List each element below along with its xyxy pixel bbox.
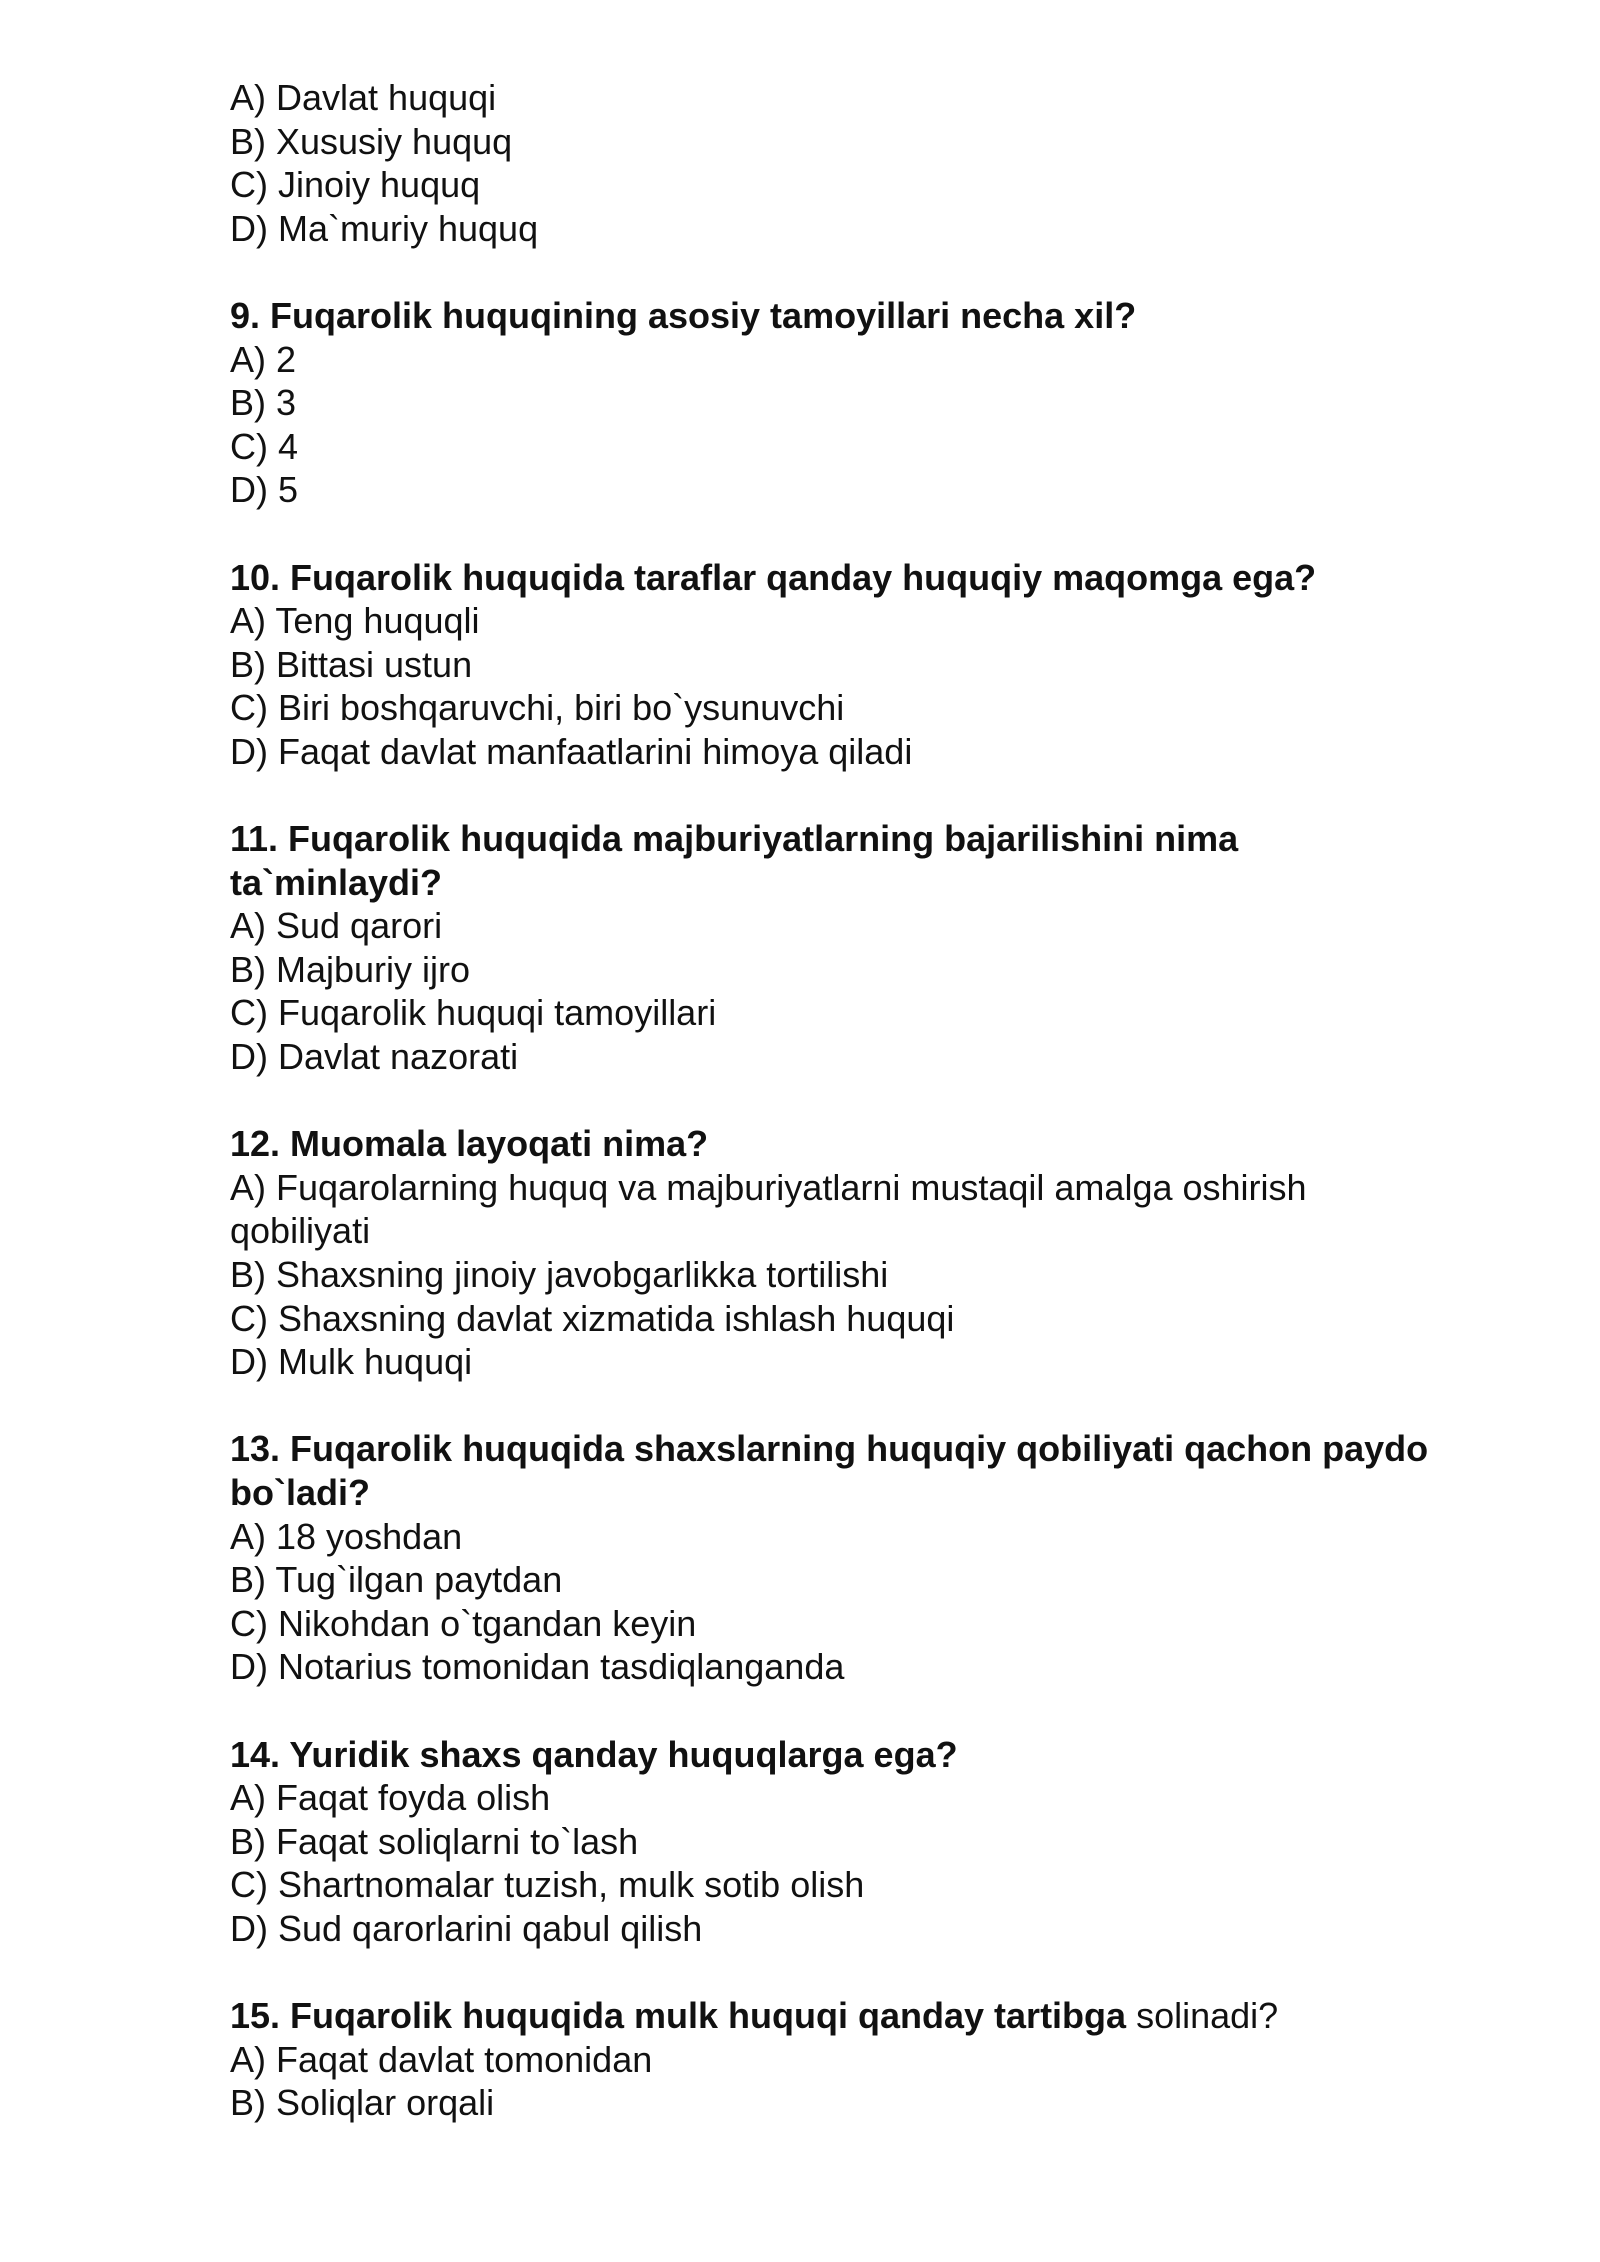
question-block-11: [230, 817, 1530, 1079]
option-a: A) Teng huquqli: [230, 600, 480, 642]
option-d: D) Davlat nazorati: [230, 1036, 519, 1078]
document-page: [230, 76, 1530, 2169]
option-d: D) Mulk huquqi: [230, 1341, 473, 1383]
option-b: B) Tug`ilgan paytdan: [230, 1559, 563, 1601]
option-c: C) Biri boshqaruvchi, biri bo`ysunuvchi: [230, 687, 845, 729]
option-c: C) Fuqarolik huquqi tamoyillari: [230, 992, 717, 1034]
option-b: B) Soliqlar orqali: [230, 2082, 495, 2124]
question-block-14: [230, 1733, 1530, 1951]
question-9: 9. Fuqarolik huquqining asosiy tamoyillari necha xil?: [230, 294, 1137, 336]
option-d: D) Sud qarorlarini qabul qilish: [230, 1907, 703, 1949]
question-block-9: [230, 294, 1530, 512]
option-c: C) Shaxsning davlat xizmatida ishlash huquqi: [230, 1297, 955, 1339]
option-a: A) Sud qarori: [230, 905, 443, 947]
question-block-13: [230, 1427, 1530, 1689]
option-a: A) Faqat foyda olish: [230, 1777, 551, 1819]
question-12: 12. Muomala layoqati nima?: [230, 1123, 709, 1165]
option-c: C) Shartnomalar tuzish, mulk sotib olish: [230, 1864, 865, 1906]
question-14: 14. Yuridik shaxs qanday huquqlarga ega?: [230, 1733, 958, 1775]
option-c: C) Jinoiy huquq: [230, 164, 481, 206]
option-c: C) 4: [230, 425, 299, 467]
question-13-line-1: 13. Fuqarolik huquqida shaxslarning huquqiy qobiliyati qachon paydo: [230, 1428, 1429, 1470]
option-d: D) Faqat davlat manfaatlarini himoya qiladi: [230, 730, 913, 772]
question-15-bold: 15. Fuqarolik huquqida mulk huquqi qanday tartibga: [230, 1995, 1127, 2037]
option-a-line-2: qobiliyati: [230, 1210, 371, 1252]
option-d: D) 5: [230, 469, 299, 511]
option-a: A) Faqat davlat tomonidan: [230, 2038, 653, 2080]
question-block-15: [230, 1994, 1530, 2125]
option-b: B) Majburiy ijro: [230, 948, 471, 990]
option-a: A) Davlat huquqi: [230, 77, 497, 118]
question-block-12: [230, 1122, 1530, 1384]
question-10: 10. Fuqarolik huquqida taraflar qanday huquqiy maqomga ega?: [230, 556, 1317, 598]
question-11-line-1: 11. Fuqarolik huquqida majburiyatlarning bajarilishini nima: [230, 818, 1239, 860]
option-a-line-1: A) Fuqarolarning huquq va majburiyatlarni mustaqil amalga oshirish: [230, 1166, 1307, 1208]
option-b: B) Bittasi ustun: [230, 643, 473, 685]
question-15: [230, 1994, 1530, 2038]
option-d: D) Notarius tomonidan tasdiqlanganda: [230, 1646, 845, 1688]
option-b: B) Shaxsning jinoiy javobgarlikka tortilishi: [230, 1254, 889, 1296]
question-13-line-2: bo`ladi?: [230, 1472, 370, 1513]
option-b: B) Faqat soliqlarni to`lash: [230, 1820, 639, 1862]
question-15-rest: solinadi?: [1126, 1995, 1279, 2037]
option-d: D) Ma`muriy huquq: [230, 207, 539, 249]
option-b: B) 3: [230, 382, 297, 424]
option-a: A) 2: [230, 338, 297, 380]
carryover-options: [230, 76, 1530, 250]
question-block-10: [230, 556, 1530, 774]
option-c: C) Nikohdan o`tgandan keyin: [230, 1602, 697, 1644]
question-11-line-2: ta`minlaydi?: [230, 861, 443, 903]
option-a: A) 18 yoshdan: [230, 1515, 463, 1557]
option-b: B) Xususiy huquq: [230, 120, 513, 162]
